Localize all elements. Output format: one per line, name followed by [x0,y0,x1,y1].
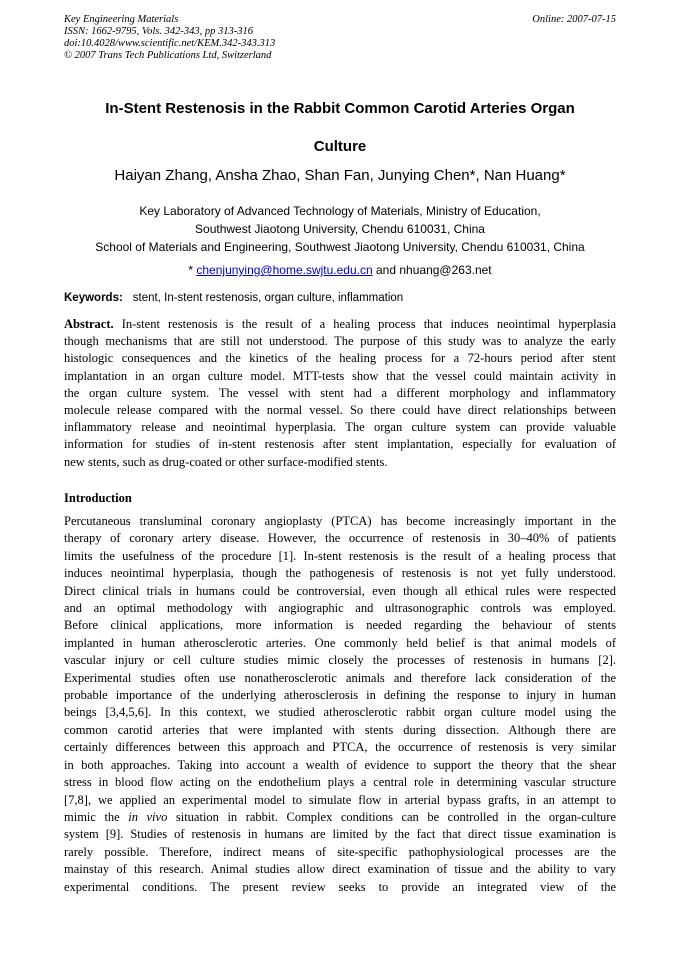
author-list: Haiyan Zhang, Ansha Zhao, Shan Fan, Junying Chen*, Nan Huang* [114,167,566,184]
body-line: rarely possible. Therefore, indirect means of site-specific pathophysiological processes are the [64,844,616,859]
affiliation-line: School of Materials and Engineering, Southwest Jiaotong University, Chendu 610031, China [95,240,585,254]
abstract-line: information for studies of in-stent restenosis after stent implantation, especially for evaluation of [64,437,616,452]
body-line: mainstay of this research. Animal studies allow direct examination of tissue and the ability to vary [64,862,616,877]
body-line: therapy of coronary artery disease. However, the occurrence of restenosis in 30–40% of patients [64,531,616,546]
abstract-line: Abstract. In-stent restenosis is the result of a healing process that induces neointimal hyperplasia [64,317,616,331]
body-line: system [9]. Studies of restenosis in humans are limited by the fact that direct tissue examination is [64,827,616,842]
introduction-body [64,513,616,896]
body-line: vascular injury or cell culture studies mimic closely the processes of restenosis in humans [2]. [64,653,616,668]
abstract-line: though mechanisms that are still not understood. The purpose of this study was to analyze the early [64,334,616,349]
issn-line: ISSN: 1662-9795, Vols. 342-343, pp 313-316 [64,26,253,37]
body-line: implanted in human atherosclerotic arteries. One commonly held belief is that animal models of [64,635,616,650]
section-heading-introduction: Introduction [64,491,132,505]
body-line: probable importance of the underlying atherosclerosis in defining the response to injury in human [64,688,616,703]
in-vivo-italic: in vivo [128,809,168,824]
keywords-text: stent, In-stent restenosis, organ culture, inflammation [132,292,404,304]
body-line: limits the usefulness of the procedure [1]. In-stent restenosis is the result of a healing process that [64,548,616,563]
keywords-label: Keywords: [64,292,123,304]
abstract-line: histologic consequences and the kinetics of the healing process for a 72-hours period after stent [64,351,616,366]
body-line: [7,8], we applied an experimental model to simulate flow in arterial bypass grafts, in an attempt to [64,792,616,807]
body-line: beings [3,4,5,6]. In this context, we studied atherosclerotic rabbit organ culture model using the [64,705,616,720]
journal-name: Key Engineering Materials [64,14,179,25]
abstract-line: implantation in an organ culture model. MTT-tests show that the vessel could maintain activity in [64,368,616,383]
body-line: induces neointimal hyperplasia, though the pathogenesis of restenosis is not yet fully understood. [64,566,616,581]
affiliation-line: Key Laboratory of Advanced Technology of Materials, Ministry of Education, [139,204,541,218]
journal-header [64,14,616,62]
body-line: experimental conditions. The present review seeks to provide an integrated view of the [64,879,616,894]
keywords [64,290,616,306]
body-line: common carotid arteries that were implanted with stents during dissection. Although there are [64,722,616,737]
email-joiner: and [372,263,400,277]
title-line-2: Culture [313,138,367,155]
body-line: Percutaneous transluminal coronary angioplasty (PTCA) has become increasingly important in the [64,514,616,528]
body-line: and an optimal methodology with angiographic and ultrasonographic controls was employed. [64,601,616,616]
doi-line: doi:10.4028/www.scientific.net/KEM.342-343.313 [64,38,276,49]
abstract-line: new stents, such as drug-coated or other surface-modified stents. [64,454,388,469]
body-line: mimic the in vivo situation in rabbit. Complex conditions can be controlled in the organ-culture [64,809,617,824]
body-line: certainly differences between this approach and PTCA, the occurrence of restenosis is very similar [64,740,616,755]
body-line: in both approaches. Taking into account a wealth of evidence to support the theory that the shear [64,757,616,772]
abstract-label: Abstract. [64,317,114,331]
body-line: stress in blood flow acting on the endothelium plays a central role in determining vascular structure [64,775,616,790]
contact-emails [64,262,616,278]
abstract-line: inflammatory release and neointimal hyperplasia. The organ culture system can provide valuable [64,420,616,435]
abstract [64,316,616,471]
email-text: nhuang@263.net [399,263,492,277]
affiliations [60,202,620,256]
body-line: Before clinical applications, more information is needed regarding the behaviour of stents [64,618,616,633]
email-link[interactable]: chenjunying@home.swjtu.edu.cn [196,263,373,277]
paper-title [64,90,616,166]
body-line: Direct clinical trials in humans could be controversial, even though all ethical rules were respected [64,583,616,598]
body-line: Experimental studies often use nonatherosclerotic animals and therefore lack consideration of the [64,670,616,685]
copyright-line: © 2007 Trans Tech Publications Ltd, Switzerland [64,50,272,61]
abstract-line: the organ culture system. The vessel with stent had a different morphology and inflammatory [64,385,616,400]
affiliation-line: Southwest Jiaotong University, Chendu 610031, China [195,222,485,236]
abstract-line: molecule release compared with the normal vessel. So there could have direct relationships between [64,403,616,418]
corresponding-marker: * [188,263,197,277]
online-date: Online: 2007-07-15 [532,14,616,25]
title-line-1: In-Stent Restenosis in the Rabbit Common Carotid Arteries Organ [105,100,575,117]
